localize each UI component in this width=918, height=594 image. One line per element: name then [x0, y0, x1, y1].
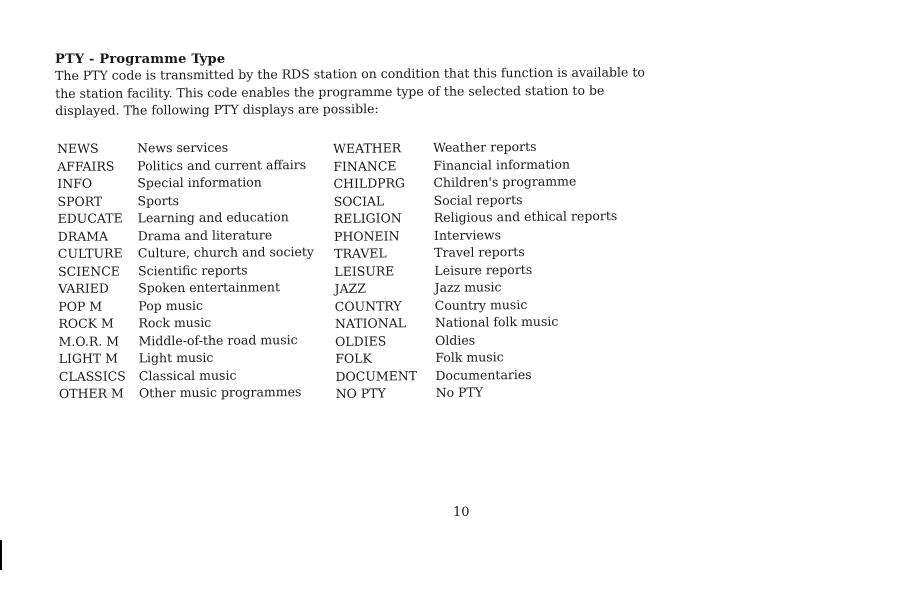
pty-code: SCIENCE — [57, 263, 120, 279]
intro-text: The PTY code is transmitted by the RDS station on condition that this function is available to the station facility. This code enables the programme type of the selected station to be displayed. The following PTY displays are possible: — [55, 64, 645, 118]
pty-code: LIGHT M — [58, 350, 119, 366]
pty-description: Culture, church and society — [137, 243, 314, 261]
pty-row — [57, 190, 317, 210]
pty-description: Travel reports — [434, 243, 525, 260]
pty-description: Rock music — [138, 314, 212, 331]
pty-description: Financial information — [433, 156, 571, 173]
pty-description: Other music programmes — [138, 384, 302, 401]
page-number: 10 — [453, 505, 470, 520]
pty-description: Leisure reports — [434, 261, 533, 278]
pty-row — [58, 313, 318, 333]
pty-code: TRAVEL — [334, 245, 387, 261]
pty-description: Learning and education — [137, 209, 289, 226]
pty-code: OLDIES — [335, 332, 387, 349]
pty-code: WEATHER — [333, 140, 402, 156]
pty-description: Documentaries — [435, 366, 532, 383]
pty-code: OTHER M — [58, 385, 124, 401]
pty-code: NEWS — [57, 140, 99, 156]
pty-row — [59, 383, 319, 403]
pty-code: CLASSICS — [58, 367, 126, 384]
pty-description: Religious and ethical reports — [433, 208, 618, 225]
pty-code: NATIONAL — [334, 315, 407, 331]
pty-code: LEISURE — [334, 262, 395, 279]
pty-description: Special information — [137, 174, 262, 191]
pty-code: INFO — [57, 175, 93, 191]
pty-description: Spoken entertainment — [138, 279, 280, 296]
pty-description: Light music — [138, 349, 214, 366]
pty-row — [59, 365, 319, 385]
pty-description: No PTY — [435, 384, 484, 400]
pty-code: POP M — [58, 298, 103, 314]
pty-code: SOCIAL — [333, 192, 385, 209]
pty-code: CULTURE — [57, 245, 123, 261]
pty-description: National folk music — [434, 313, 559, 330]
pty-row — [59, 330, 319, 350]
pty-row — [58, 243, 318, 263]
pty-row — [58, 278, 318, 298]
pty-description: Children's programme — [433, 173, 577, 190]
pty-description: Jazz music — [434, 279, 502, 295]
intro-paragraph — [55, 63, 645, 119]
pty-row — [57, 138, 317, 158]
pty-description: Middle-of-the road music — [138, 331, 298, 348]
pty-code: SPORT — [57, 193, 103, 209]
pty-code: COUNTRY — [334, 297, 402, 314]
pty-code: PHONEIN — [333, 227, 400, 244]
pty-description: Folk music — [435, 349, 504, 365]
pty-code: RELIGION — [333, 210, 402, 226]
pty-code: FINANCE — [333, 157, 397, 174]
pty-description: Scientific reports — [137, 262, 248, 278]
pty-row — [58, 208, 318, 228]
pty-code: EDUCATE — [57, 210, 123, 226]
pty-code: DOCUMENT — [335, 367, 418, 384]
pty-description: Country music — [434, 296, 528, 313]
pty-code: M.O.R. M — [58, 333, 120, 349]
pty-description: Classical music — [138, 367, 237, 383]
pty-row — [58, 295, 318, 315]
pty-code: DRAMA — [57, 228, 109, 244]
margin-mark — [0, 540, 2, 570]
pty-description: Weather reports — [433, 138, 537, 155]
pty-description: Drama and literature — [137, 226, 273, 243]
pty-list-left — [57, 138, 319, 403]
pty-code: CHILDPRG — [333, 175, 406, 191]
pty-description: Sports — [137, 192, 180, 208]
pty-code: VARIED — [58, 280, 109, 296]
pty-row — [58, 260, 318, 280]
pty-code: NO PTY — [335, 385, 386, 401]
pty-row — [336, 382, 626, 403]
pty-code: FOLK — [335, 350, 372, 366]
pty-description: Pop music — [138, 297, 204, 313]
pty-row — [57, 155, 317, 175]
pty-code: AFFAIRS — [57, 158, 115, 174]
pty-description: Oldies — [435, 332, 476, 348]
pty-list-right — [333, 137, 626, 403]
pty-description: News services — [137, 139, 229, 156]
pty-code: ROCK M — [58, 315, 114, 331]
section-heading: PTY - Programme Type — [55, 52, 226, 67]
pty-description: Interviews — [433, 226, 502, 243]
pty-description: Social reports — [433, 191, 523, 208]
pty-row — [59, 348, 319, 368]
pty-row — [58, 225, 318, 245]
pty-description: Politics and current affairs — [137, 156, 307, 173]
pty-code: JAZZ — [334, 280, 367, 296]
pty-row — [57, 173, 317, 193]
